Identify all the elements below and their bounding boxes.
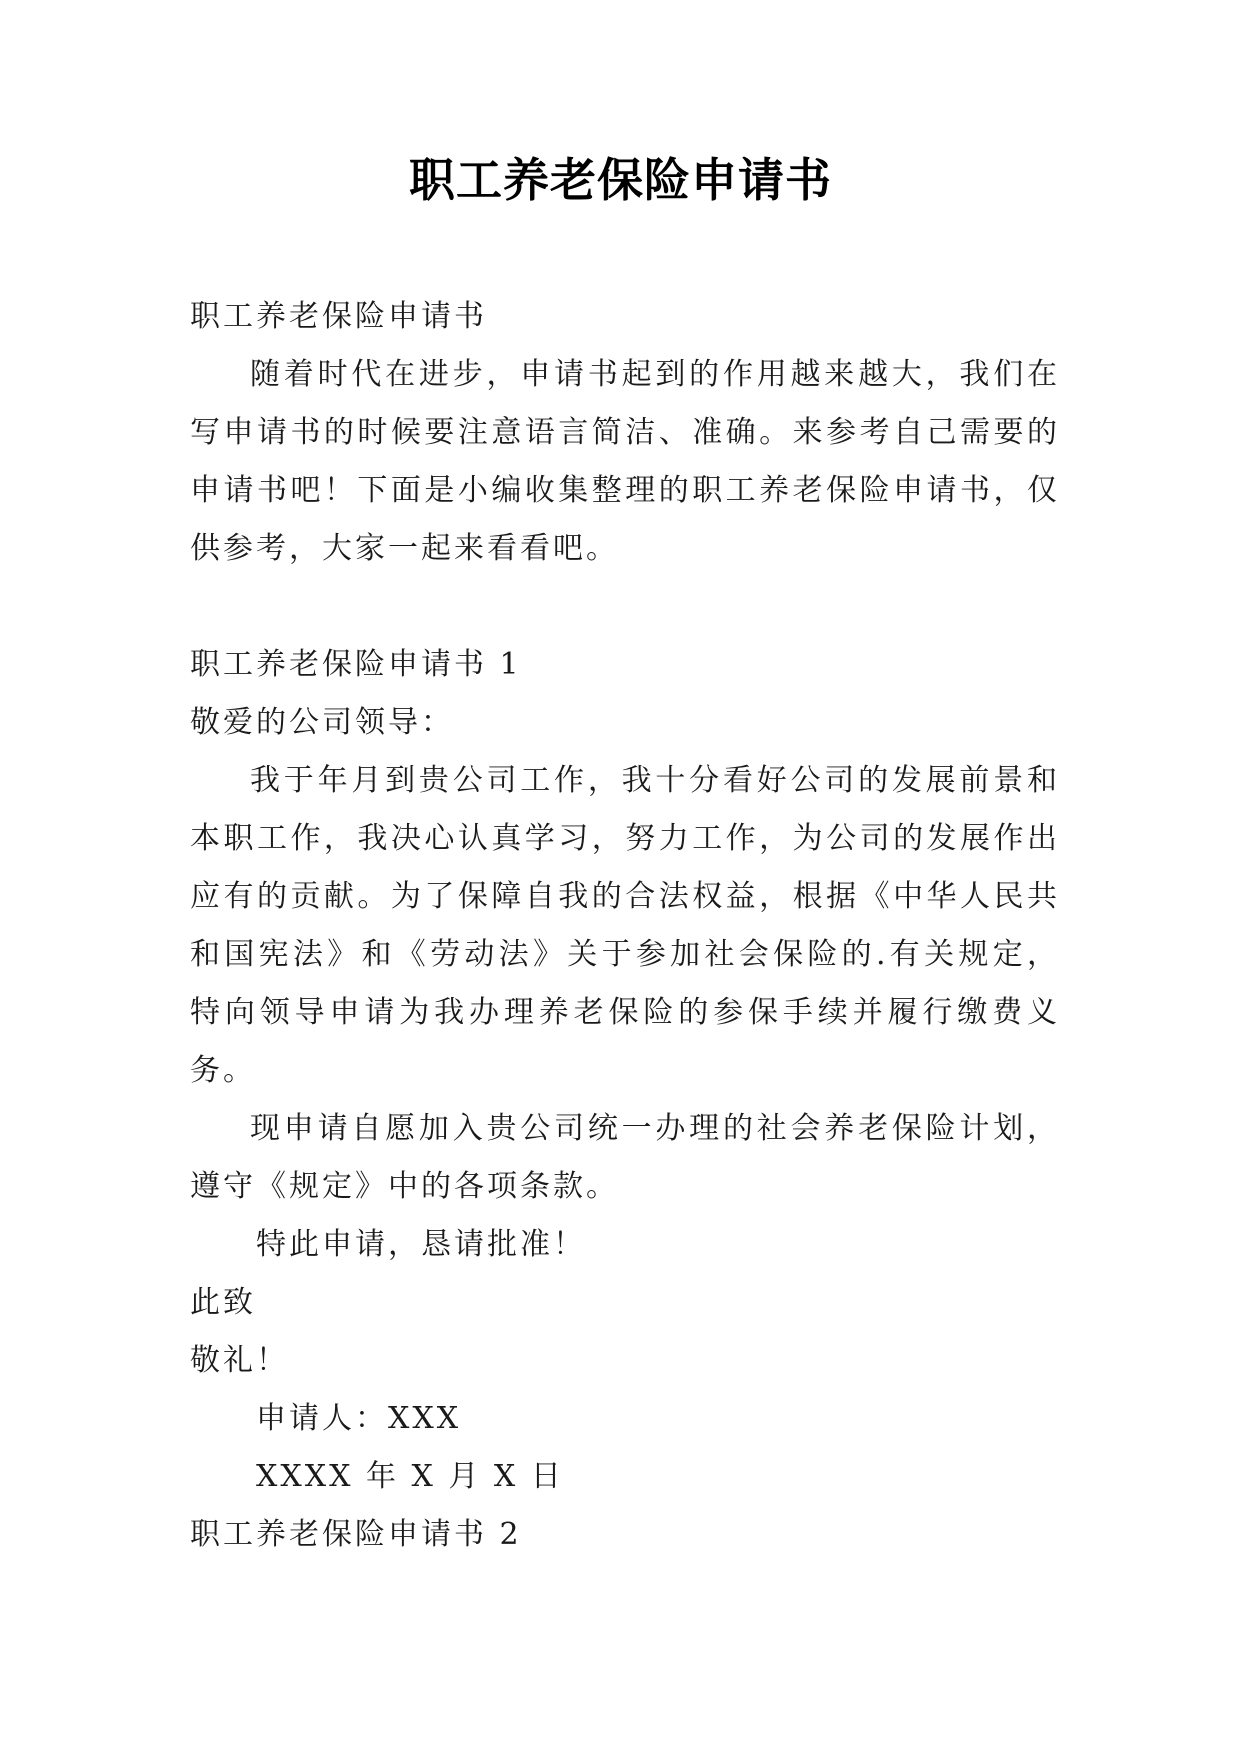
- intro-paragraph: 随着时代在进步，申请书起到的作用越来越大，我们在写申请书的时候要注意语言简洁、准确。来参考自己需要的申请书吧！下面是小编收集整理的职工养老保险申请书，仅供参考，大家一起来看看吧。: [190, 357, 1060, 566]
- section1-paragraph1: 我于年月到贵公司工作，我十分看好公司的发展前景和本职工作，我决心认真学习，努力工作，为公司的发展作出应有的贡献。为了保障自我的合法权益，根据《中华人民共和国宪法》和《劳动法》关于参加社会保险的.有关规定，特向领导申请为我办理养老保险的参保手续并履行缴费义务。: [190, 763, 1060, 1088]
- closing-line-1: 此致: [190, 1285, 256, 1320]
- salutation: 敬爱的公司领导：: [190, 705, 454, 740]
- section1-paragraph2: 现申请自愿加入贵公司统一办理的社会养老保险计划，遵守《规定》中的各项条款。: [190, 1111, 1060, 1204]
- applicant-line: 申请人：XXX: [256, 1401, 462, 1436]
- document-body: [190, 288, 1060, 1564]
- request-line: 特此申请，恳请批准！: [256, 1227, 586, 1262]
- date-line: XXXX 年 X 月 X 日: [256, 1459, 564, 1494]
- closing-line-2: 敬礼！: [190, 1343, 289, 1378]
- section-spacer: [190, 578, 1060, 636]
- intro-heading: 职工养老保险申请书: [190, 299, 487, 334]
- section2-heading: 职工养老保险申请书 2: [190, 1517, 522, 1552]
- section1-heading: 职工养老保险申请书 1: [190, 647, 522, 682]
- document-title: 职工养老保险申请书: [409, 153, 832, 207]
